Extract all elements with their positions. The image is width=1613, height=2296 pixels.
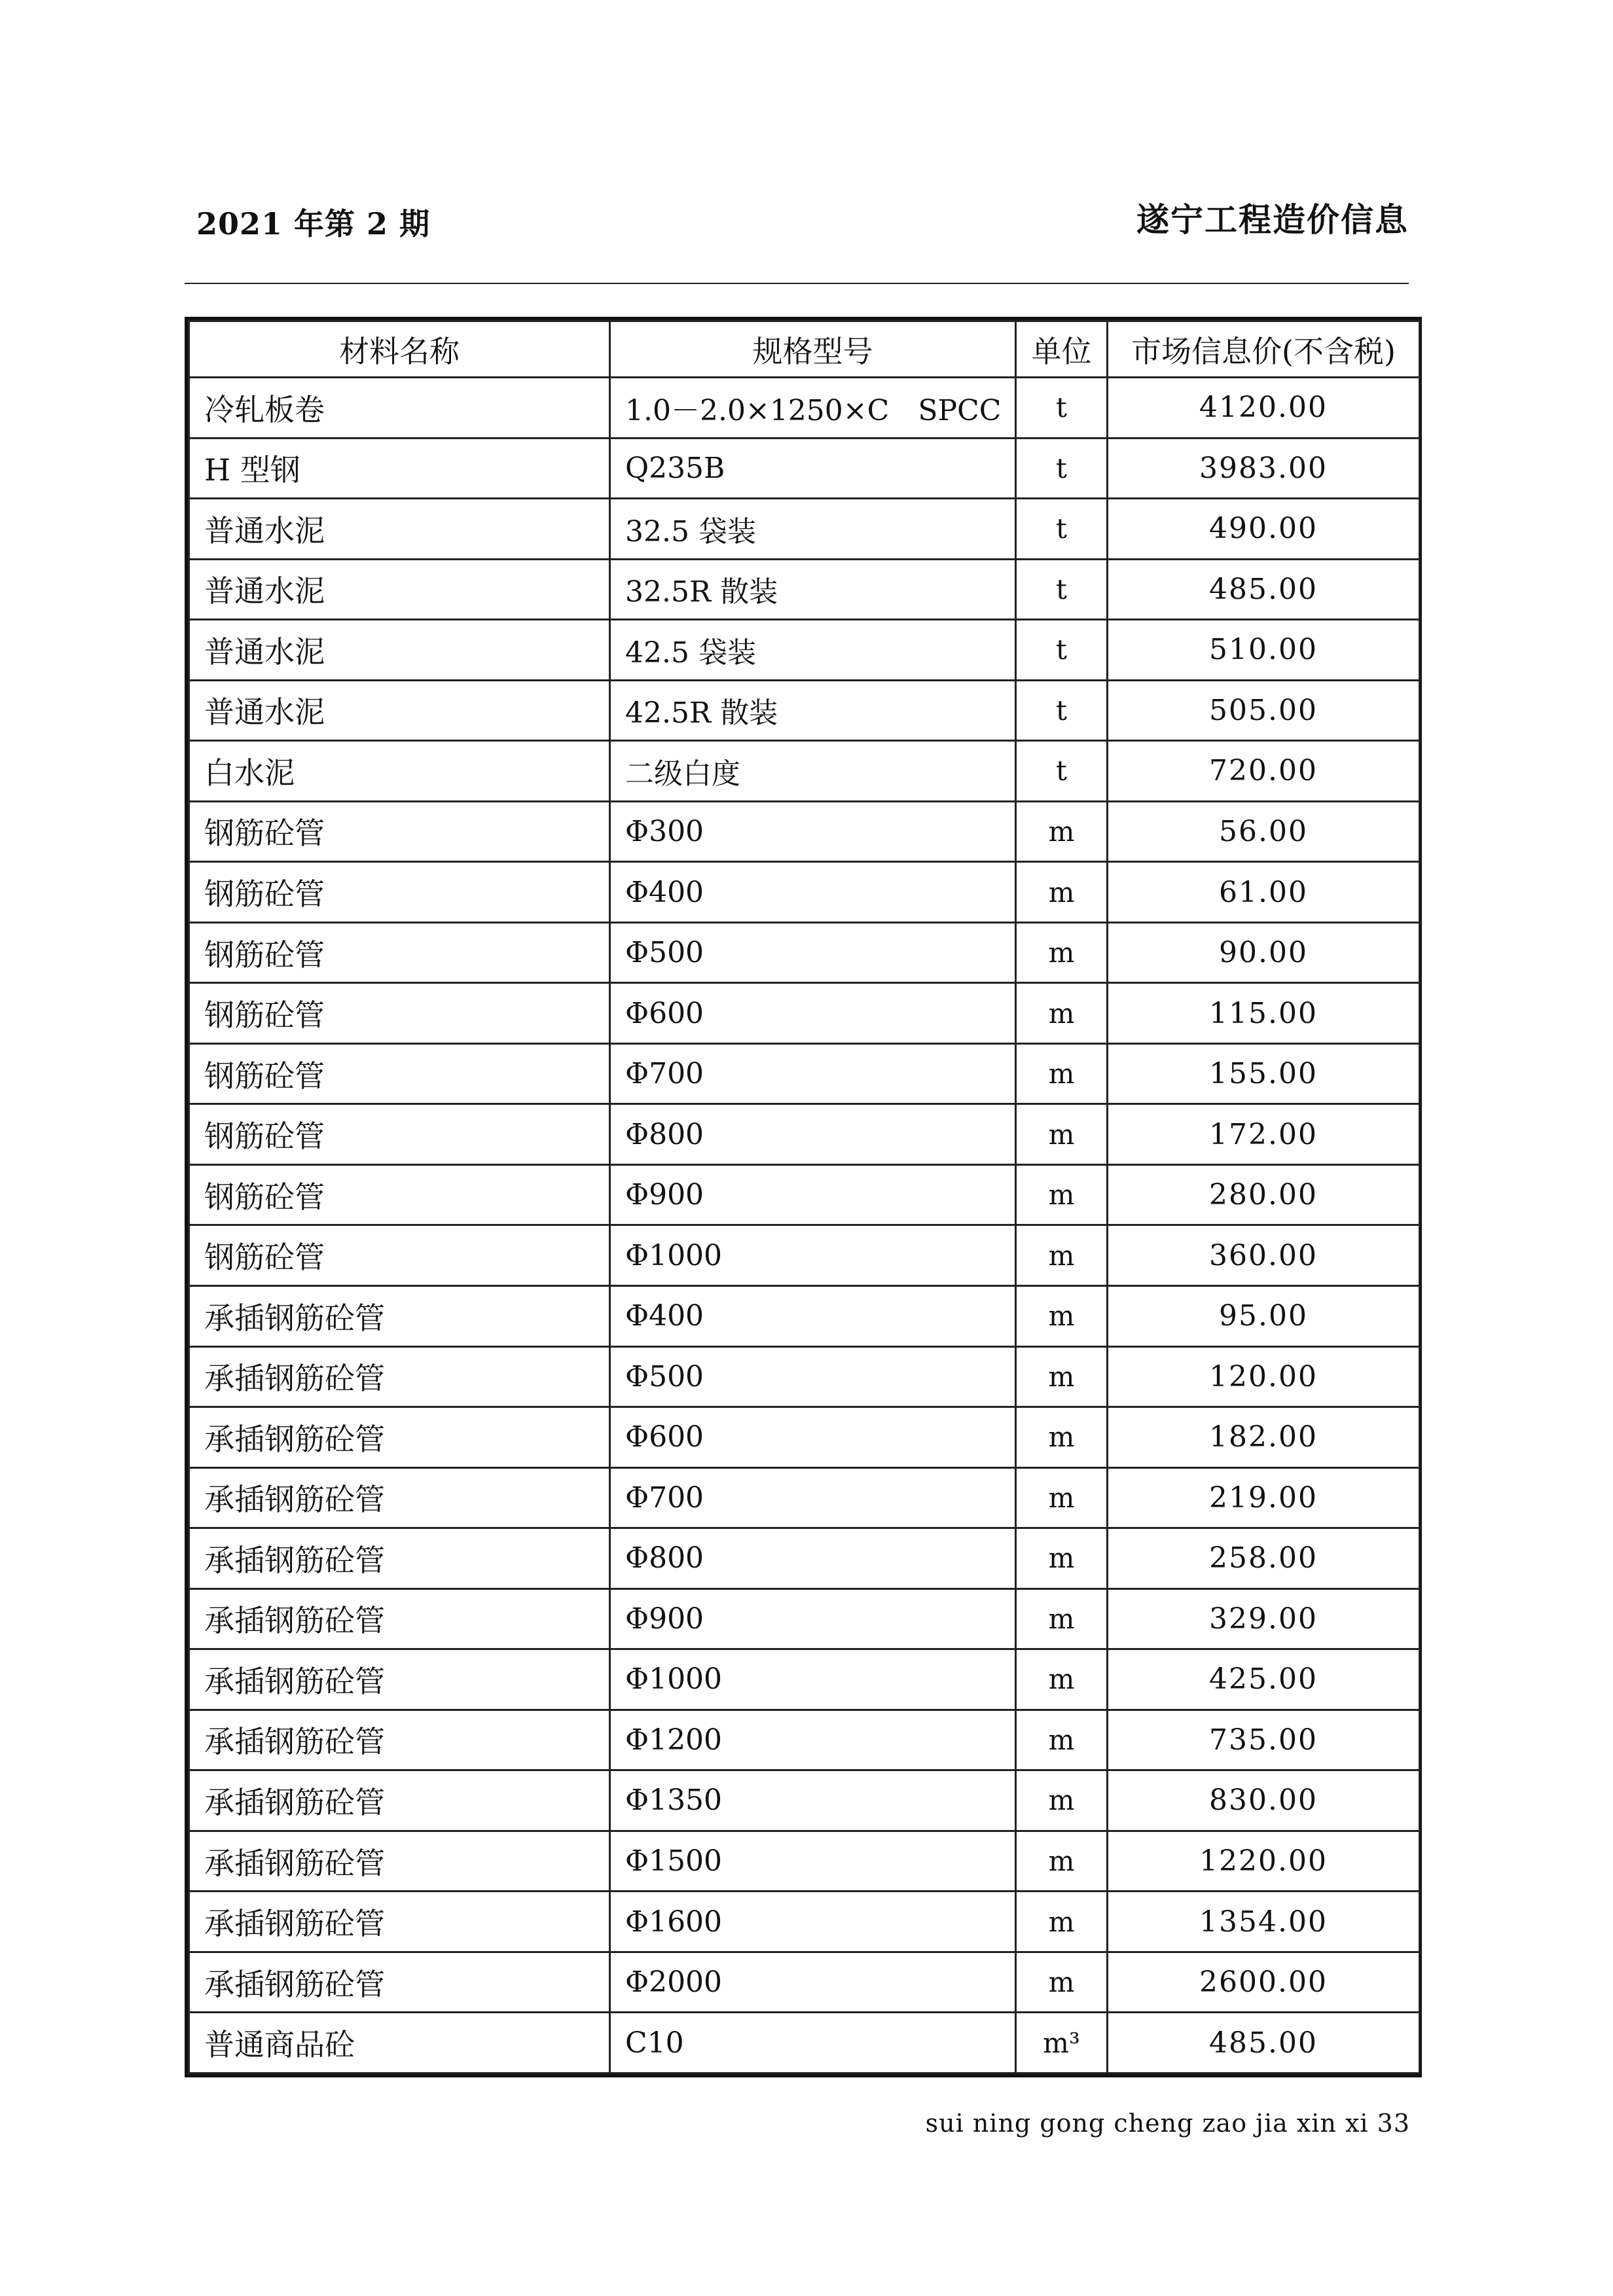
cell-price: 485.00 — [1108, 2013, 1420, 2073]
issue-label: 2021 年第 2 期 — [196, 206, 431, 242]
cell-spec: 32.5 袋装 — [610, 499, 1016, 560]
cell-material-name: 普通商品砼 — [189, 2013, 610, 2073]
cell-material-name: 承插钢筋砼管 — [189, 1346, 610, 1407]
table-row — [189, 438, 1420, 499]
table-row — [189, 1770, 1420, 1831]
cell-unit: t — [1016, 680, 1108, 741]
column-header-unit: 单位 — [1016, 321, 1108, 378]
cell-material-name: 承插钢筋砼管 — [189, 1770, 610, 1831]
cell-spec: 32.5R 散装 — [610, 559, 1016, 620]
table-row — [189, 1285, 1420, 1346]
cell-spec: 42.5R 散装 — [610, 680, 1016, 741]
cell-material-name: 白水泥 — [189, 741, 610, 802]
cell-spec: Φ600 — [610, 1407, 1016, 1468]
cell-material-name: 钢筋砼管 — [189, 801, 610, 862]
cell-unit: m — [1016, 1407, 1108, 1468]
cell-material-name: 普通水泥 — [189, 499, 610, 560]
cell-unit: m — [1016, 1467, 1108, 1528]
publication-title: 遂宁工程造价信息 — [1136, 200, 1409, 239]
cell-unit: t — [1016, 378, 1108, 439]
cell-spec: 二级白度 — [610, 741, 1016, 802]
cell-unit: m — [1016, 1831, 1108, 1892]
cell-material-name: 承插钢筋砼管 — [189, 1528, 610, 1589]
cell-material-name: H 型钢 — [189, 438, 610, 499]
cell-material-name: 普通水泥 — [189, 680, 610, 741]
price-table — [188, 320, 1421, 2074]
cell-price: 510.00 — [1108, 620, 1420, 681]
cell-spec: Φ1600 — [610, 1892, 1016, 1952]
cell-material-name: 承插钢筋砼管 — [189, 1952, 610, 2013]
table-row — [189, 499, 1420, 560]
cell-spec: Φ400 — [610, 1285, 1016, 1346]
cell-spec: 42.5 袋装 — [610, 620, 1016, 681]
cell-unit: m — [1016, 1649, 1108, 1710]
cell-spec: Φ1200 — [610, 1710, 1016, 1770]
cell-spec: Φ500 — [610, 922, 1016, 983]
cell-price: 735.00 — [1108, 1710, 1420, 1770]
cell-spec: Φ300 — [610, 801, 1016, 862]
cell-unit: m — [1016, 801, 1108, 862]
cell-unit: m — [1016, 1892, 1108, 1952]
table-row — [189, 1892, 1420, 1952]
cell-spec: Φ500 — [610, 1346, 1016, 1407]
cell-price: 360.00 — [1108, 1225, 1420, 1286]
cell-spec: Φ400 — [610, 862, 1016, 923]
cell-price: 1354.00 — [1108, 1892, 1420, 1952]
cell-unit: t — [1016, 499, 1108, 560]
cell-material-name: 承插钢筋砼管 — [189, 1407, 610, 1468]
cell-material-name: 承插钢筋砼管 — [189, 1467, 610, 1528]
cell-spec: Φ700 — [610, 1043, 1016, 1104]
table-row — [189, 378, 1420, 439]
cell-price: 61.00 — [1108, 862, 1420, 923]
cell-material-name: 承插钢筋砼管 — [189, 1285, 610, 1346]
cell-price: 3983.00 — [1108, 438, 1420, 499]
cell-spec: Φ1500 — [610, 1831, 1016, 1892]
cell-material-name: 钢筋砼管 — [189, 1043, 610, 1104]
cell-unit: m — [1016, 1710, 1108, 1770]
cell-unit: m — [1016, 1285, 1108, 1346]
column-header-price: 市场信息价(不含税) — [1108, 321, 1420, 378]
table-row — [189, 922, 1420, 983]
cell-unit: t — [1016, 559, 1108, 620]
table-row — [189, 680, 1420, 741]
cell-price: 425.00 — [1108, 1649, 1420, 1710]
cell-material-name: 承插钢筋砼管 — [189, 1588, 610, 1649]
cell-price: 172.00 — [1108, 1104, 1420, 1165]
cell-price: 155.00 — [1108, 1043, 1420, 1104]
cell-price: 490.00 — [1108, 499, 1420, 560]
cell-material-name: 钢筋砼管 — [189, 983, 610, 1044]
cell-unit: m — [1016, 1528, 1108, 1589]
cell-price: 2600.00 — [1108, 1952, 1420, 2013]
cell-material-name: 钢筋砼管 — [189, 1104, 610, 1165]
table-row — [189, 1043, 1420, 1104]
cell-material-name: 钢筋砼管 — [189, 1164, 610, 1225]
cell-unit: m — [1016, 1346, 1108, 1407]
cell-price: 1220.00 — [1108, 1831, 1420, 1892]
cell-unit: m — [1016, 1164, 1108, 1225]
cell-spec: Φ700 — [610, 1467, 1016, 1528]
cell-material-name: 承插钢筋砼管 — [189, 1831, 610, 1892]
table-row — [189, 1467, 1420, 1528]
cell-unit: m — [1016, 1225, 1108, 1286]
cell-price: 219.00 — [1108, 1467, 1420, 1528]
cell-material-name: 钢筋砼管 — [189, 922, 610, 983]
table-row — [189, 1588, 1420, 1649]
cell-material-name: 冷轧板卷 — [189, 378, 610, 439]
cell-unit: m — [1016, 1952, 1108, 2013]
cell-price: 258.00 — [1108, 1528, 1420, 1589]
cell-unit: m³ — [1016, 2013, 1108, 2073]
cell-material-name: 承插钢筋砼管 — [189, 1892, 610, 1952]
table-row — [189, 1104, 1420, 1165]
cell-spec: Φ800 — [610, 1104, 1016, 1165]
cell-material-name: 承插钢筋砼管 — [189, 1649, 610, 1710]
cell-spec: Φ900 — [610, 1164, 1016, 1225]
cell-unit: m — [1016, 1770, 1108, 1831]
table-row — [189, 2013, 1420, 2073]
cell-material-name: 钢筋砼管 — [189, 862, 610, 923]
cell-spec: Φ600 — [610, 983, 1016, 1044]
cell-spec: Φ1000 — [610, 1649, 1016, 1710]
cell-spec: C10 — [610, 2013, 1016, 2073]
cell-unit: m — [1016, 922, 1108, 983]
cell-unit: t — [1016, 741, 1108, 802]
cell-price: 830.00 — [1108, 1770, 1420, 1831]
table-row — [189, 1225, 1420, 1286]
cell-price: 505.00 — [1108, 680, 1420, 741]
cell-price: 95.00 — [1108, 1285, 1420, 1346]
column-header-spec: 规格型号 — [610, 321, 1016, 378]
cell-material-name: 普通水泥 — [189, 620, 610, 681]
cell-spec: Φ800 — [610, 1528, 1016, 1589]
table-row — [189, 862, 1420, 923]
table-row — [189, 620, 1420, 681]
cell-price: 720.00 — [1108, 741, 1420, 802]
cell-unit: m — [1016, 1104, 1108, 1165]
cell-spec: Φ1000 — [610, 1225, 1016, 1286]
cell-price: 485.00 — [1108, 559, 1420, 620]
table-row — [189, 1407, 1420, 1468]
cell-spec: 1.0－2.0×1250×C SPCC — [610, 378, 1016, 439]
cell-material-name: 钢筋砼管 — [189, 1225, 610, 1286]
cell-unit: t — [1016, 620, 1108, 681]
table-row — [189, 801, 1420, 862]
column-header-material: 材料名称 — [189, 321, 610, 378]
table-row — [189, 1528, 1420, 1589]
table-row — [189, 1710, 1420, 1770]
table-row — [189, 1831, 1420, 1892]
table-row — [189, 559, 1420, 620]
cell-price: 90.00 — [1108, 922, 1420, 983]
cell-unit: m — [1016, 1588, 1108, 1649]
table-row — [189, 1649, 1420, 1710]
table-row — [189, 983, 1420, 1044]
cell-price: 56.00 — [1108, 801, 1420, 862]
table-row — [189, 741, 1420, 802]
cell-unit: t — [1016, 438, 1108, 499]
cell-price: 4120.00 — [1108, 378, 1420, 439]
cell-spec: Φ2000 — [610, 1952, 1016, 2013]
cell-material-name: 普通水泥 — [189, 559, 610, 620]
cell-spec: Φ900 — [610, 1588, 1016, 1649]
table-row — [189, 1952, 1420, 2013]
table-header-row — [189, 321, 1420, 378]
cell-price: 182.00 — [1108, 1407, 1420, 1468]
table-body — [189, 378, 1420, 2073]
cell-price: 120.00 — [1108, 1346, 1420, 1407]
table-row — [189, 1164, 1420, 1225]
cell-unit: m — [1016, 983, 1108, 1044]
page-footer: sui ning gong cheng zao jia xin xi 33 — [925, 2109, 1410, 2138]
table-row — [189, 1346, 1420, 1407]
cell-price: 329.00 — [1108, 1588, 1420, 1649]
cell-spec: Φ1350 — [610, 1770, 1016, 1831]
price-table-container — [185, 317, 1422, 2077]
cell-price: 115.00 — [1108, 983, 1420, 1044]
cell-price: 280.00 — [1108, 1164, 1420, 1225]
cell-unit: m — [1016, 862, 1108, 923]
cell-spec: Q235B — [610, 438, 1016, 499]
cell-unit: m — [1016, 1043, 1108, 1104]
cell-material-name: 承插钢筋砼管 — [189, 1710, 610, 1770]
header-divider — [185, 283, 1409, 284]
